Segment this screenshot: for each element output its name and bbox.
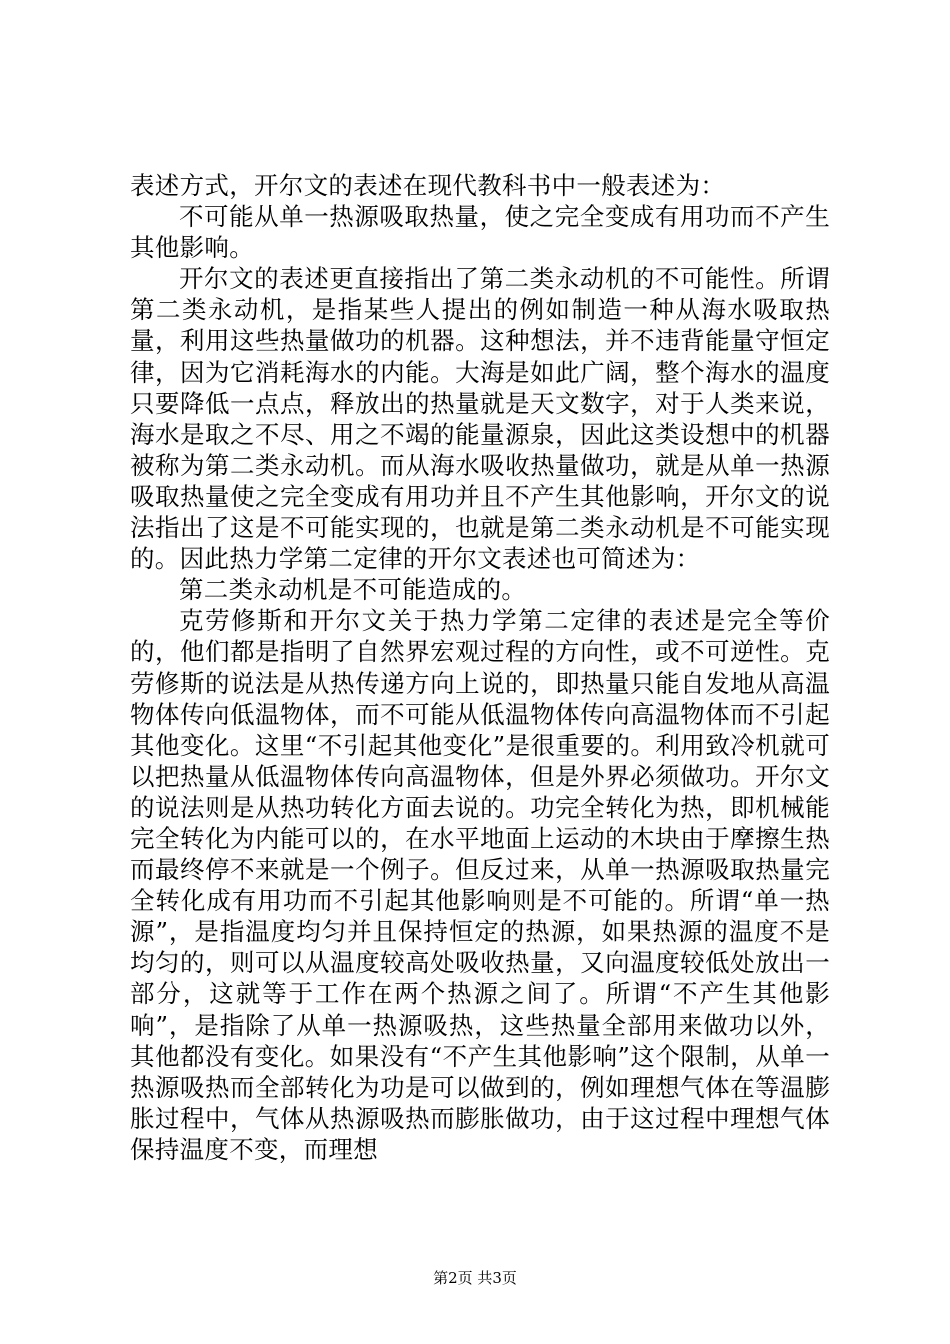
body-text xyxy=(130,170,830,1165)
paragraph-4: 第二类永动机是不可能造成的。 xyxy=(179,575,527,605)
paragraph-3: 开尔文的表述更直接指出了第二类永动机的不可能性。所谓第二类永动机，是指某些人提出的例如制造一种从海水吸取热量，利用这些热量做功的机器。这种想法，并不违背能量守恒定律，因为它消耗海水的内能。大海是如此广阔，整个海水的温度只要降低一点点，释放出的热量就是天文数字，对于人类来说，海水是取之不尽、用之不竭的能量源泉，因此这类设想中的机器被称为第二类永动机。而从海水吸收热量做功，就是从单一热源吸取热量使之完全变成有用功并且不产生其他影响，开尔文的说法指出了这是不可能实现的，也就是第二类永动机是不可能实现的。因此热力学第二定律的开尔文表述也可简述为： xyxy=(130,264,830,574)
paragraph-5: 克劳修斯和开尔文关于热力学第二定律的表述是完全等价的，他们都是指明了自然界宏观过程的方向性，或不可逆性。克劳修斯的说法是从热传递方向上说的，即热量只能自发地从高温物体传向低温物体，而不可能从低温物体传向高温物体而不引起其他变化。这里“不引起其他变化”是很重要的。利用致冷机就可以把热量从低温物体传向高温物体，但是外界必须做功。开尔文的说法则是从热功转化方面去说的。功完全转化为热，即机械能完全转化为内能可以的，在水平地面上运动的木块由于摩擦生热而最终停不来就是一个例子。但反过来，从单一热源吸取热量完全转化成有用功而不引起其他影响则是不可能的。所谓“单一热源”，是指温度均匀并且保持恒定的热源，如果热源的温度不是均匀的，则可以从温度较高处吸收热量，又向温度较低处放出一部分，这就等于工作在两个热源之间了。所谓“不产生其他影响”，是指除了从单一热源吸热，这些热量全部用来做功以外，其他都没有变化。如果没有“不产生其他影响”这个限制，从单一热源吸热而全部转化为功是可以做到的，例如理想气体在等温膨胀过程中，气体从热源吸热而膨胀做功，由于这过程中理想气体保持温度不变，而理想 xyxy=(130,606,831,1164)
page-footer: 第2页 共3页 xyxy=(433,1269,517,1287)
paragraph-2: 不可能从单一热源吸取热量，使之完全变成有用功而不产生其他影响。 xyxy=(130,202,830,263)
paragraph-1: 表述方式，开尔文的表述在现代教科书中一般表述为： xyxy=(130,171,726,200)
